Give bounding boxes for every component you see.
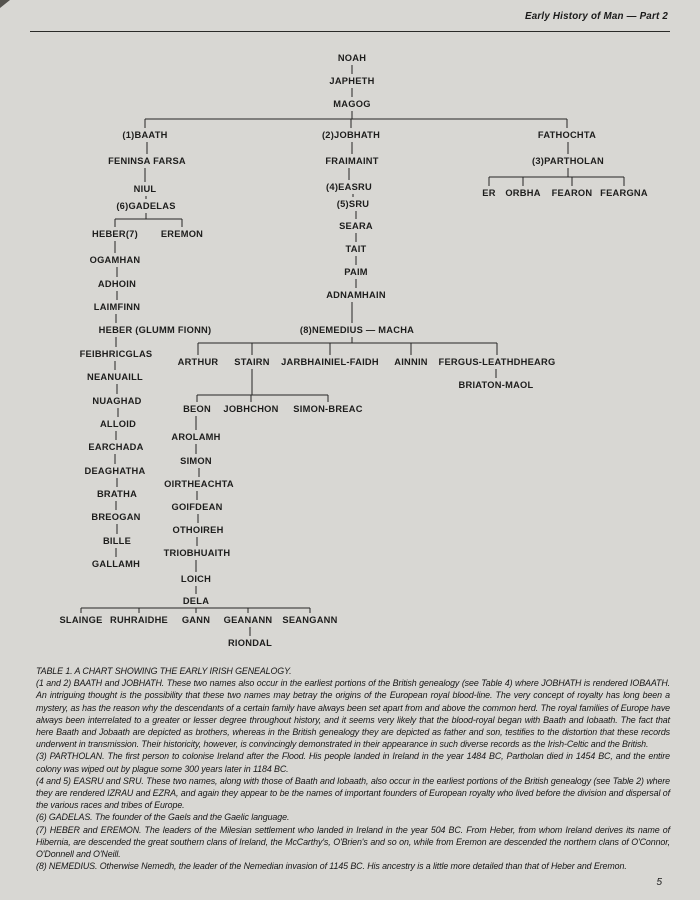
tree-node-earchada: EARCHADA bbox=[88, 442, 144, 452]
tree-node-deaghatha: DEAGHATHA bbox=[84, 466, 146, 476]
tree-node-jobhath: (2)JOBHATH bbox=[321, 130, 381, 140]
tree-node-japheth: JAPHETH bbox=[329, 76, 375, 86]
tree-node-arthur: ARTHUR bbox=[177, 357, 219, 367]
tree-node-simonbreac: SIMON-BREAC bbox=[293, 404, 363, 414]
tree-node-slainge: SLAINGE bbox=[59, 615, 103, 625]
tree-node-fergus: FERGUS-LEATHDHEARG bbox=[438, 357, 556, 367]
tree-node-feninsa: FENINSA FARSA bbox=[108, 156, 186, 166]
page-header-title: Early History of Man — Part 2 bbox=[525, 11, 668, 22]
tree-node-ruhraidhe: RUHRAIDHE bbox=[109, 615, 169, 625]
tree-node-nemedius: (8)NEMEDIUS — MACHA bbox=[299, 325, 415, 335]
tree-node-baath: (1)BAATH bbox=[122, 130, 168, 140]
table-note-paragraph: (7) HEBER and EREMON. The leaders of the Milesian settlement who landed in Ireland in the year 504 BC. From Heber, from whom Ireland derives its name of Hibernia, are descended the great southern clans of Ireland, the McCarthy's, O'Brien's and so on, while from Eremon are descended the northern clans of O'Connor, O'Donnell and O'Neill. bbox=[36, 824, 670, 860]
tree-node-breogan: BREOGAN bbox=[91, 512, 141, 522]
table-note-paragraph: (8) NEMEDIUS. Otherwise Nemedh, the leader of the Nemedian invasion of 1145 BC. His ancestry is a little more detailed than that of Heber and Eremon. bbox=[36, 861, 627, 872]
tree-node-ogamhan: OGAMHAN bbox=[89, 255, 141, 265]
tree-node-fraimaint: FRAIMAINT bbox=[325, 156, 379, 166]
tree-node-gadelas: (6)GADELAS bbox=[116, 201, 176, 211]
table-heading: TABLE 1. A CHART SHOWING THE EARLY IRISH GENEALOGY. bbox=[36, 666, 292, 676]
table-note-paragraph: (3) PARTHOLAN. The first person to colonise Ireland after the Flood. His people landed in Ireland in the year 1484 BC, Partholan died in 1454 BC, and the entire colony was wiped out by plague some 300 years later in 1184 BC. bbox=[36, 751, 670, 774]
tree-node-easru: (4)EASRU bbox=[326, 182, 372, 192]
tree-node-noah: NOAH bbox=[337, 53, 367, 63]
tree-node-riondal: RIONDAL bbox=[227, 638, 273, 648]
tree-node-partholan: (3)PARTHOLAN bbox=[531, 156, 605, 166]
table-notes bbox=[36, 665, 670, 872]
table-note-paragraph: (4 and 5) EASRU and SRU. These two names, along with those of Baath and Iobaath, also occur in the earliest portions of the British genealogy (see Table 2) where they are rendered IZRAU and EZRA, and again they appear to be the names of important founders of European royalty who lived before the division and dispersal of the various races and tribes of Europe. bbox=[36, 775, 670, 811]
table-note-paragraph: (1 and 2) BAATH and JOBHATH. These two names also occur in the earliest portions of the British genealogy (see Table 4) where JOBHATH is rendered IOBAATH. An intriguing thought is the possibility that these two names may betray the origins of the European royal blood-line. The very concept of royalty has long been a mystery, as has the reason why the descendants of a certain family have always been set apart from and above the common herd. The royal families of Europe have always been interrelated to a greater or lesser degree throughout history, and it seems very likely that the blood-royal began with Baath and Iobaath. The fact that here Baath and Jobaath are depicted as brothers, whereas in the British genealogy they are depicted as father and son, testifies to the distortion that these records underwent in transmission. Their historicity, however, is convincingly demonstrated in their appearance in such diverse records as the Irish-Celtic and the British. bbox=[36, 678, 670, 750]
tree-node-jarbhainiel: JARBHAINIEL-FAIDH bbox=[281, 357, 379, 367]
tree-node-loich: LOICH bbox=[180, 574, 212, 584]
tree-node-bratha: BRATHA bbox=[96, 489, 138, 499]
tree-node-jobhchon: JOBHCHON bbox=[223, 404, 279, 414]
page-number: 5 bbox=[656, 877, 662, 888]
tree-node-tait: TAIT bbox=[345, 244, 367, 254]
tree-node-alloid: ALLOID bbox=[99, 419, 137, 429]
tree-node-heber_gf: HEBER (GLUMM FIONN) bbox=[98, 325, 212, 335]
tree-node-niul: NIUL bbox=[133, 184, 157, 194]
tree-node-feibhricglas: FEIBHRICGLAS bbox=[79, 349, 153, 359]
tree-node-neanuaill: NEANUAILL bbox=[87, 372, 143, 382]
tree-node-dela: DELA bbox=[182, 596, 210, 606]
tree-node-feargna: FEARGNA bbox=[600, 188, 648, 198]
tree-node-heber7: HEBER(7) bbox=[92, 229, 138, 239]
tree-node-fearon: FEARON bbox=[551, 188, 593, 198]
tree-node-bille: BILLE bbox=[102, 536, 132, 546]
tree-node-gallamh: GALLAMH bbox=[91, 559, 141, 569]
tree-node-orbha: ORBHA bbox=[505, 188, 541, 198]
tree-node-goifdean: GOIFDEAN bbox=[171, 502, 223, 512]
tree-node-arolamh: AROLAMH bbox=[171, 432, 221, 442]
tree-node-oirtheachta: OIRTHEACHTA bbox=[164, 479, 234, 489]
tree-node-magog: MAGOG bbox=[333, 99, 371, 109]
tree-node-othoireh: OTHOIREH bbox=[172, 525, 224, 535]
tree-node-seangann: SEANGANN bbox=[282, 615, 338, 625]
tree-node-geanann: GEANANN bbox=[223, 615, 273, 625]
table-note-paragraph: (6) GADELAS. The founder of the Gaels and the Gaelic language. bbox=[36, 812, 290, 823]
tree-node-sru: (5)SRU bbox=[336, 199, 370, 209]
tree-node-ainnin: AINNIN bbox=[394, 357, 428, 367]
tree-node-briaton: BRIATON-MAOL bbox=[458, 380, 534, 390]
tree-node-beon: BEON bbox=[183, 404, 211, 414]
tree-node-eremon: EREMON bbox=[160, 229, 204, 239]
tree-node-er: ER bbox=[482, 188, 496, 198]
tree-node-paim: PAIM bbox=[344, 267, 368, 277]
tree-node-adhoin: ADHOIN bbox=[97, 279, 137, 289]
tree-node-nuaghad: NUAGHAD bbox=[92, 396, 142, 406]
tree-node-stairn: STAIRN bbox=[234, 357, 270, 367]
tree-node-laimfinn: LAIMFINN bbox=[93, 302, 141, 312]
tree-node-triobhuaith: TRIOBHUAITH bbox=[163, 548, 231, 558]
tree-node-simon: SIMON bbox=[180, 456, 212, 466]
tree-node-fathochta: FATHOCHTA bbox=[537, 130, 597, 140]
tree-node-adnamhain: ADNAMHAIN bbox=[326, 290, 386, 300]
tree-node-gann: GANN bbox=[181, 615, 211, 625]
tree-node-seara: SEARA bbox=[339, 221, 373, 231]
